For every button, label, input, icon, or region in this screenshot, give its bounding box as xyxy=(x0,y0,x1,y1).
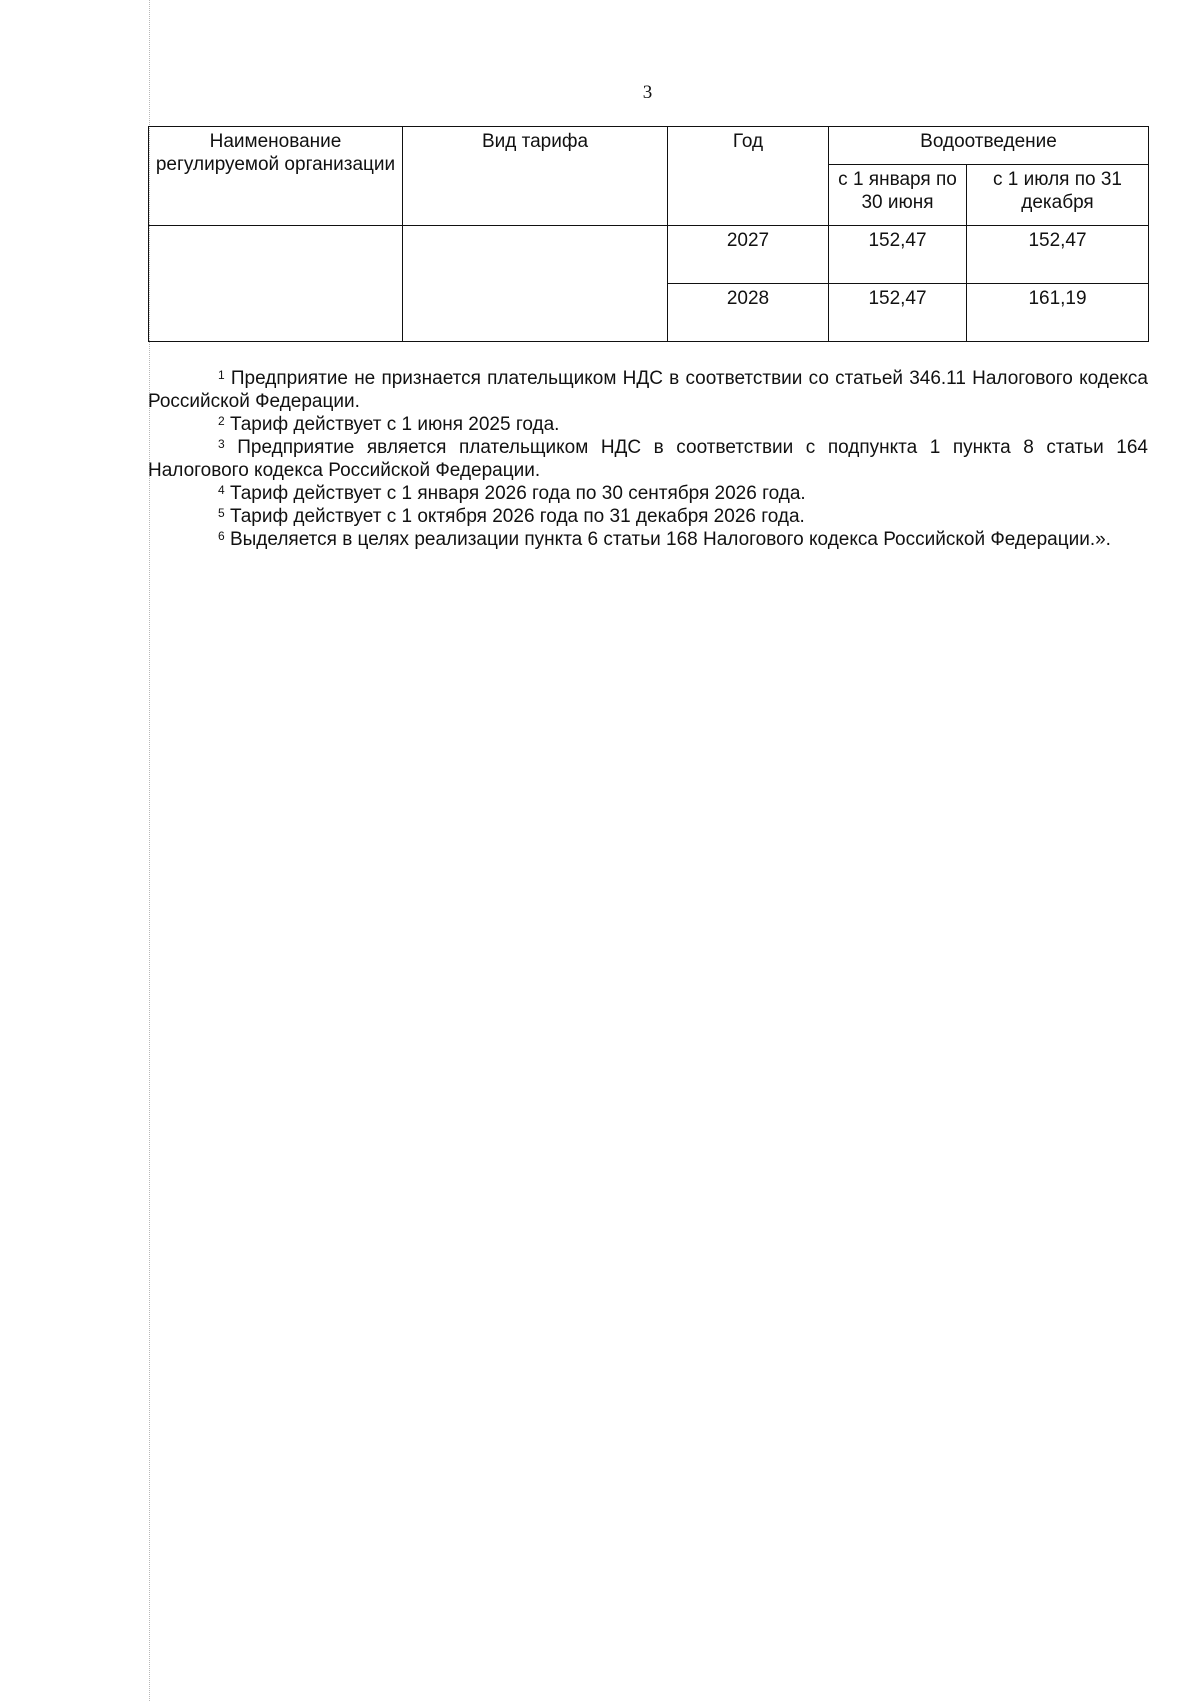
footnote-mark: 3 xyxy=(218,437,225,451)
cell-year: 2027 xyxy=(668,226,829,284)
footnote-text: Тариф действует с 1 января 2026 года по 30 сентября 2026 года. xyxy=(229,483,806,504)
cell-period-1: 152,47 xyxy=(829,284,967,342)
tariff-table xyxy=(148,126,1149,342)
footnote-mark: 2 xyxy=(218,414,225,428)
header-org-name: Наименование регулируемой организации xyxy=(149,127,403,226)
footnote-mark: 1 xyxy=(218,368,225,382)
table-row xyxy=(149,226,1149,284)
cell-period-2: 152,47 xyxy=(967,226,1149,284)
footnote-text: Предприятие является плательщиком НДС в соответствии с подпункта 1 пункта 8 статьи 164 Налогового кодекса Российской Федерации. xyxy=(148,437,1148,481)
footnotes xyxy=(148,367,1148,551)
footnote-mark: 5 xyxy=(218,506,225,520)
cell-year: 2028 xyxy=(668,284,829,342)
page-number: 3 xyxy=(642,82,653,103)
header-period-1: с 1 января по 30 июня xyxy=(829,165,967,226)
header-group-water-disposal: Водоотведение xyxy=(829,127,1149,165)
footnote xyxy=(148,413,1148,436)
footnote xyxy=(148,528,1148,551)
footnote-text: Тариф действует с 1 июня 2025 года. xyxy=(229,414,560,435)
footnote-text: Предприятие не признается плательщиком НДС в соответствии со статьей 346.11 Налогового кодекса Российской Федерации. xyxy=(148,368,1148,412)
table-header-row xyxy=(149,127,1149,165)
footnote-text: Выделяется в целях реализации пункта 6 статьи 168 Налогового кодекса Российской Федерации.». xyxy=(229,529,1111,550)
header-tariff-type: Вид тарифа xyxy=(403,127,668,226)
header-period-2: с 1 июля по 31 декабря xyxy=(967,165,1149,226)
footnote xyxy=(148,436,1148,482)
cell-org-name xyxy=(149,226,403,342)
footnote xyxy=(148,367,1148,413)
footnote-mark: 6 xyxy=(218,529,225,543)
footnote xyxy=(148,482,1148,505)
footnote xyxy=(148,505,1148,528)
header-year: Год xyxy=(668,127,829,226)
cell-tariff-type xyxy=(403,226,668,342)
footnote-text: Тариф действует с 1 октября 2026 года по 31 декабря 2026 года. xyxy=(229,506,805,527)
cell-period-2: 161,19 xyxy=(967,284,1149,342)
cell-period-1: 152,47 xyxy=(829,226,967,284)
footnote-mark: 4 xyxy=(218,483,225,497)
